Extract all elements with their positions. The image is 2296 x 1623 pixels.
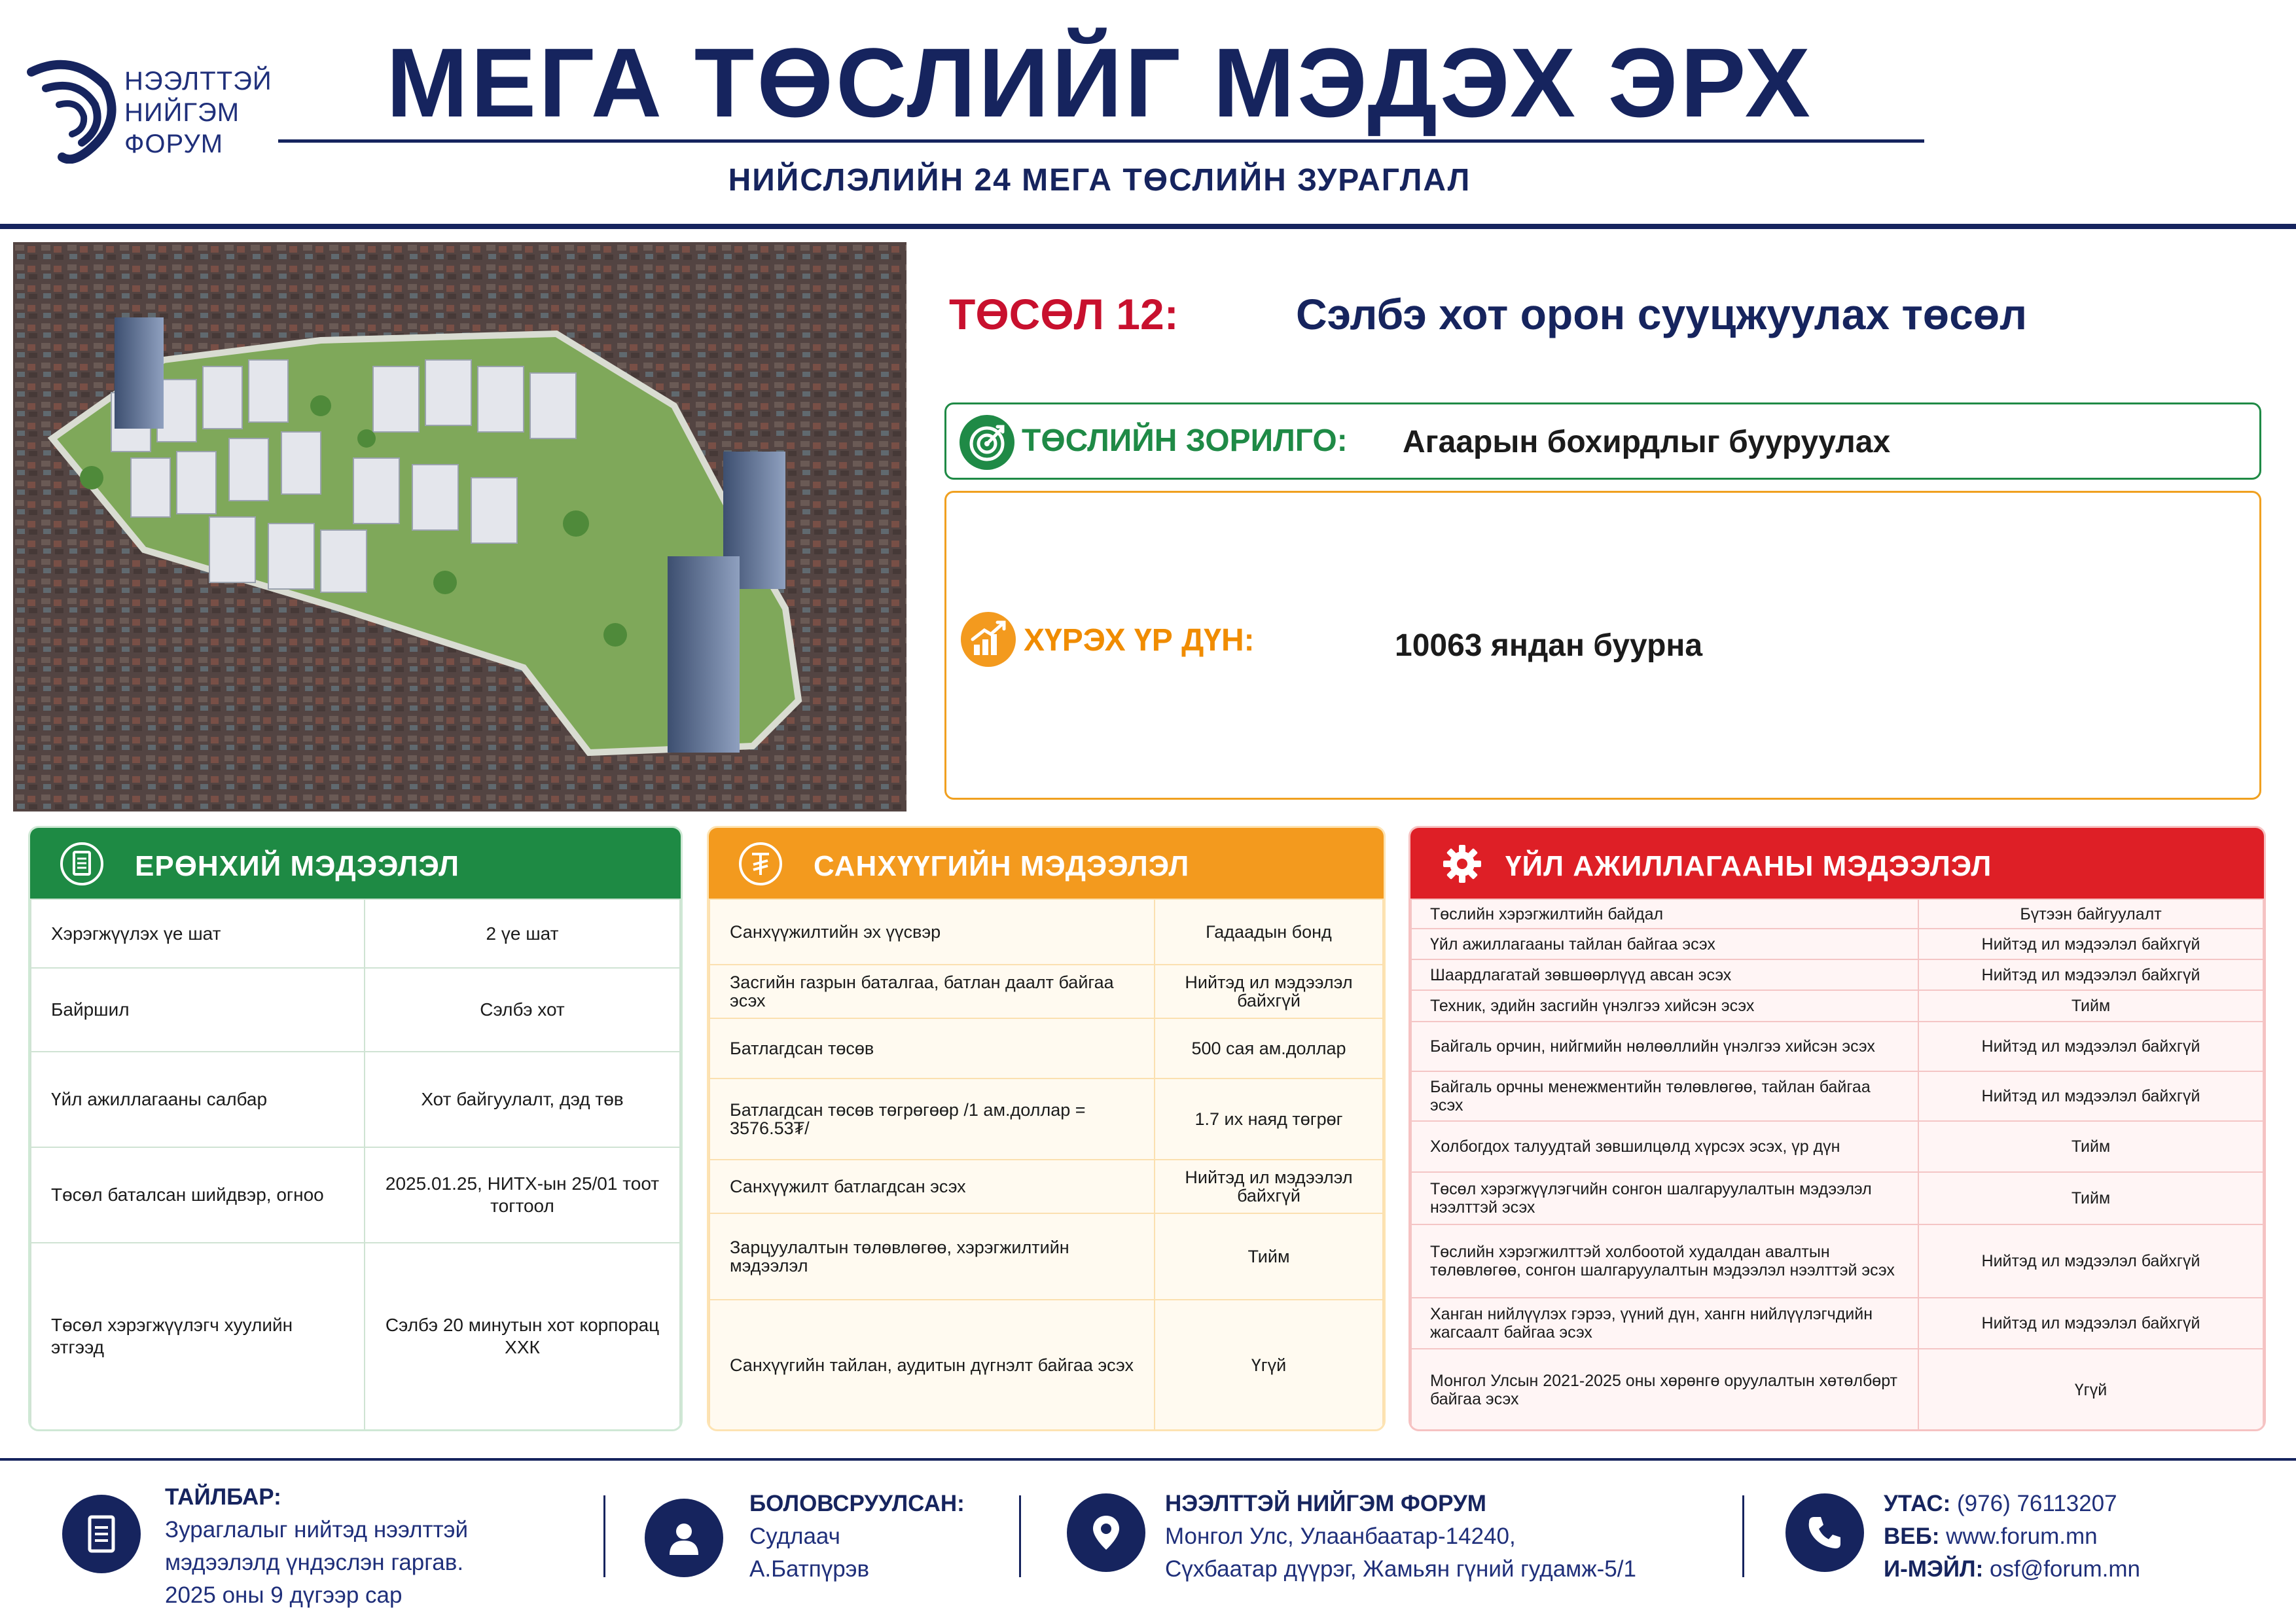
operations-key: Байгаль орчны менежментийн төлөвлөгөө, тайлан байгаа эсэх [1411, 1071, 1918, 1121]
operations-value: Нийтэд ил мэдээлэл байхгүй [1918, 929, 2263, 959]
expected-result-label: ХҮРЭХ ҮР ДҮН: [1024, 623, 1255, 658]
general-key: Төсөл хэрэгжүүлэгч хуулийн этгээд [31, 1243, 365, 1430]
table-row [709, 1079, 1383, 1160]
target-icon [960, 415, 1014, 470]
aerial-render-illustration [13, 242, 906, 812]
header-divider [0, 224, 2296, 229]
table-row [1411, 899, 2263, 929]
table-row [1411, 929, 2263, 959]
operations-value: Нийтэд ил мэдээлэл байхгүй [1918, 1224, 2263, 1298]
footer-org-title: НЭЭЛТТЭЙ НИЙГЭМ ФОРУМ [1165, 1491, 1486, 1516]
operations-key: Холбогдох талуудтай зөвшилцөлд хүрсэх эсэх, үр дүн [1411, 1121, 1918, 1172]
footer-prepared-title: БОЛОВСРУУЛСАН: [749, 1491, 965, 1516]
operations-value: Бүтээн байгуулалт [1918, 899, 2263, 929]
table-row [1411, 959, 2263, 990]
operations-value: Тийм [1918, 1172, 2263, 1224]
title-divider [278, 139, 1924, 143]
finance-key: Санхүүжилт батлагдсан эсэх [709, 1160, 1155, 1213]
general-info-title: ЕРӨНХИЙ МЭДЭЭЛЭЛ [135, 850, 460, 882]
web-label: ВЕБ: [1884, 1524, 1940, 1549]
operations-value: Тийм [1918, 1121, 2263, 1172]
logo-line-3: ФОРУМ [124, 130, 224, 158]
operations-key: Төсөл хэрэгжүүлэгчийн сонгон шалгаруулалтын мэдээлэл нээлттэй эсэх [1411, 1172, 1918, 1224]
finance-key: Засгийн газрын баталгаа, батлан даалт байгаа эсэх [709, 965, 1155, 1018]
operations-info-table [1410, 899, 2264, 1431]
phone-icon [1785, 1493, 1864, 1572]
table-row [709, 1160, 1383, 1213]
footer-separator [1742, 1495, 1744, 1577]
table-row [1411, 1298, 2263, 1349]
table-row [31, 1052, 680, 1147]
finance-value: Тийм [1155, 1213, 1383, 1300]
general-info-header [30, 828, 681, 899]
table-row [31, 899, 680, 968]
finance-value: Нийтэд ил мэдээлэл байхгүй [1155, 965, 1383, 1018]
document-icon [60, 842, 103, 885]
project-goal-value: Агаарын бохирдлыг бууруулах [1403, 425, 1891, 459]
finance-info-panel [707, 826, 1386, 1431]
footer-note-line: 2025 оны 9 дүгээр сар [165, 1582, 403, 1608]
general-key: Үйл ажиллагааны салбар [31, 1052, 365, 1147]
footer-note [165, 1481, 468, 1612]
operations-key: Үйл ажиллагааны тайлан байгаа эсэх [1411, 929, 1918, 959]
table-row [1411, 1172, 2263, 1224]
footer-email [1884, 1553, 2140, 1586]
general-info-panel [28, 826, 683, 1431]
expected-result-value: 10063 яндан буурна [1395, 628, 1703, 663]
footer-organisation [1165, 1488, 1636, 1586]
table-row [709, 1300, 1383, 1431]
general-value: 2025.01.25, НИТХ-ын 25/01 тоот тогтоол [365, 1147, 680, 1243]
finance-info-header [709, 828, 1384, 899]
forum-logo-icon [26, 59, 118, 164]
person-icon [645, 1499, 723, 1577]
table-row [709, 1213, 1383, 1300]
gear-icon [1441, 842, 1484, 885]
operations-key: Ханган нийлүүлэх гэрээ, үүний дүн, хангн нийлүүлэгчдийн жагсаалт байгаа эсэх [1411, 1298, 1918, 1349]
logo-line-2: НИЙГЭМ [124, 98, 240, 127]
footer-prepared [749, 1488, 965, 1586]
table-row [1411, 1022, 2263, 1071]
general-value: Сэлбэ хот [365, 968, 680, 1052]
footer-note-line: Зураглалыг нийтэд нээлттэй [165, 1517, 468, 1543]
finance-value: 1.7 их наяд төгрөг [1155, 1079, 1383, 1160]
table-row [709, 1018, 1383, 1079]
tugrik-coin-icon [739, 842, 782, 885]
operations-key: Шаардлагатай зөвшөөрлүүд авсан эсэх [1411, 959, 1918, 990]
operations-info-header [1410, 828, 2264, 899]
forum-logo-text [124, 65, 272, 160]
project-goal-label: ТӨСЛИЙН ЗОРИЛГО: [1022, 423, 1348, 458]
footer-separator [1019, 1495, 1021, 1577]
table-row [709, 899, 1383, 965]
footer-note-title: ТАЙЛБАР: [165, 1484, 281, 1510]
operations-value: Тийм [1918, 990, 2263, 1022]
table-row [1411, 1071, 2263, 1121]
operations-value: Нийтэд ил мэдээлэл байхгүй [1918, 959, 2263, 990]
table-row [1411, 990, 2263, 1022]
location-pin-icon [1067, 1493, 1145, 1572]
footer-org-line: Монгол Улс, Улаанбаатар-14240, [1165, 1524, 1516, 1549]
finance-value: Нийтэд ил мэдээлэл байхгүй [1155, 1160, 1383, 1213]
operations-value: Нийтэд ил мэдээлэл байхгүй [1918, 1071, 2263, 1121]
finance-key: Санхүүжилтийн эх үүсвэр [709, 899, 1155, 965]
phone-value[interactable]: (976) 76113207 [1957, 1491, 2117, 1516]
table-row [1411, 1349, 2263, 1431]
finance-info-title: САНХҮҮГИЙН МЭДЭЭЛЭЛ [814, 850, 1190, 882]
operations-key: Төслийн хэрэгжилтийн байдал [1411, 899, 1918, 929]
footer-divider [0, 1458, 2296, 1461]
general-info-table [30, 899, 681, 1431]
forum-logo [26, 52, 288, 170]
operations-value: Нийтэд ил мэдээлэл байхгүй [1918, 1022, 2263, 1071]
web-link[interactable]: www.forum.mn [1946, 1524, 2098, 1549]
footer-prepared-line: А.Батпүрэв [749, 1556, 870, 1582]
email-label: И-МЭЙЛ: [1884, 1556, 1984, 1582]
finance-info-table [709, 899, 1384, 1431]
table-row [31, 968, 680, 1052]
footer-web [1884, 1520, 2140, 1553]
general-key: Хэрэгжүүлэх үе шат [31, 899, 365, 968]
general-value: Сэлбэ 20 минутын хот корпорац ХХК [365, 1243, 680, 1430]
operations-key: Монгол Улсын 2021-2025 оны хөрөнгө оруулалтын хөтөлбөрт байгаа эсэх [1411, 1349, 1918, 1431]
finance-value: Гадаадын бонд [1155, 899, 1383, 965]
operations-value: Үгүй [1918, 1349, 2263, 1431]
project-aerial-render [13, 242, 906, 812]
operations-info-title: ҮЙЛ АЖИЛЛАГААНЫ МЭДЭЭЛЭЛ [1505, 850, 1992, 882]
finance-value: Үгүй [1155, 1300, 1383, 1431]
operations-key: Техник, эдийн засгийн үнэлгээ хийсэн эсэх [1411, 990, 1918, 1022]
operations-key: Байгаль орчин, нийгмийн нөлөөллийн үнэлгээ хийсэн эсэх [1411, 1022, 1918, 1071]
table-row [709, 965, 1383, 1018]
finance-key: Батлагдсан төсөв төгрөгөөр /1 ам.доллар = 3576.53₮/ [709, 1079, 1155, 1160]
operations-info-panel [1408, 826, 2266, 1431]
footer-phone [1884, 1488, 2140, 1520]
table-row [31, 1147, 680, 1243]
note-document-icon [62, 1495, 141, 1573]
table-row [31, 1243, 680, 1430]
general-key: Төсөл баталсан шийдвэр, огноо [31, 1147, 365, 1243]
general-key: Байршил [31, 968, 365, 1052]
operations-key: Төслийн хэрэгжилттэй холбоотой худалдан авалтын төлөвлөгөө, сонгон шалгаруулалтын мэдээлэл нээлттэй эсэх [1411, 1224, 1918, 1298]
growth-chart-icon [961, 612, 1016, 667]
finance-key: Санхүүгийн тайлан, аудитын дүгнэлт байгаа эсэх [709, 1300, 1155, 1431]
general-value: 2 үе шат [365, 899, 680, 968]
phone-label: УТАС: [1884, 1491, 1951, 1516]
footer-org-line: Сүхбаатар дүүрэг, Жамьян гүний гудамж-5/1 [1165, 1556, 1636, 1582]
finance-key: Зарцуулалтын төлөвлөгөө, хэрэгжилтийн мэдээлэл [709, 1213, 1155, 1300]
operations-value: Нийтэд ил мэдээлэл байхгүй [1918, 1298, 2263, 1349]
table-row [1411, 1224, 2263, 1298]
project-name: Сэлбэ хот орон сууцжуулах төсөл [1296, 290, 2028, 338]
general-value: Хот байгуулалт, дэд төв [365, 1052, 680, 1147]
page-title: МЕГА ТӨСЛИЙГ МЭДЭХ ЭРХ [386, 27, 1813, 137]
footer-separator [603, 1495, 605, 1577]
expected-result-box [944, 491, 2261, 800]
project-number: ТӨСӨЛ 12: [949, 290, 1179, 338]
footer-prepared-line: Судлаач [749, 1524, 840, 1549]
table-row [1411, 1121, 2263, 1172]
email-link[interactable]: osf@forum.mn [1989, 1556, 2141, 1582]
logo-line-1: НЭЭЛТТЭЙ [124, 67, 272, 96]
finance-key: Батлагдсан төсөв [709, 1018, 1155, 1079]
footer-note-line: мэдээлэлд үндэслэн гаргав. [165, 1550, 464, 1575]
footer-contact [1884, 1488, 2140, 1586]
finance-value: 500 сая ам.доллар [1155, 1018, 1383, 1079]
page-subtitle: НИЙСЛЭЛИЙН 24 МЕГА ТӨСЛИЙН ЗУРАГЛАЛ [728, 163, 1471, 198]
project-goal-box [944, 402, 2261, 480]
